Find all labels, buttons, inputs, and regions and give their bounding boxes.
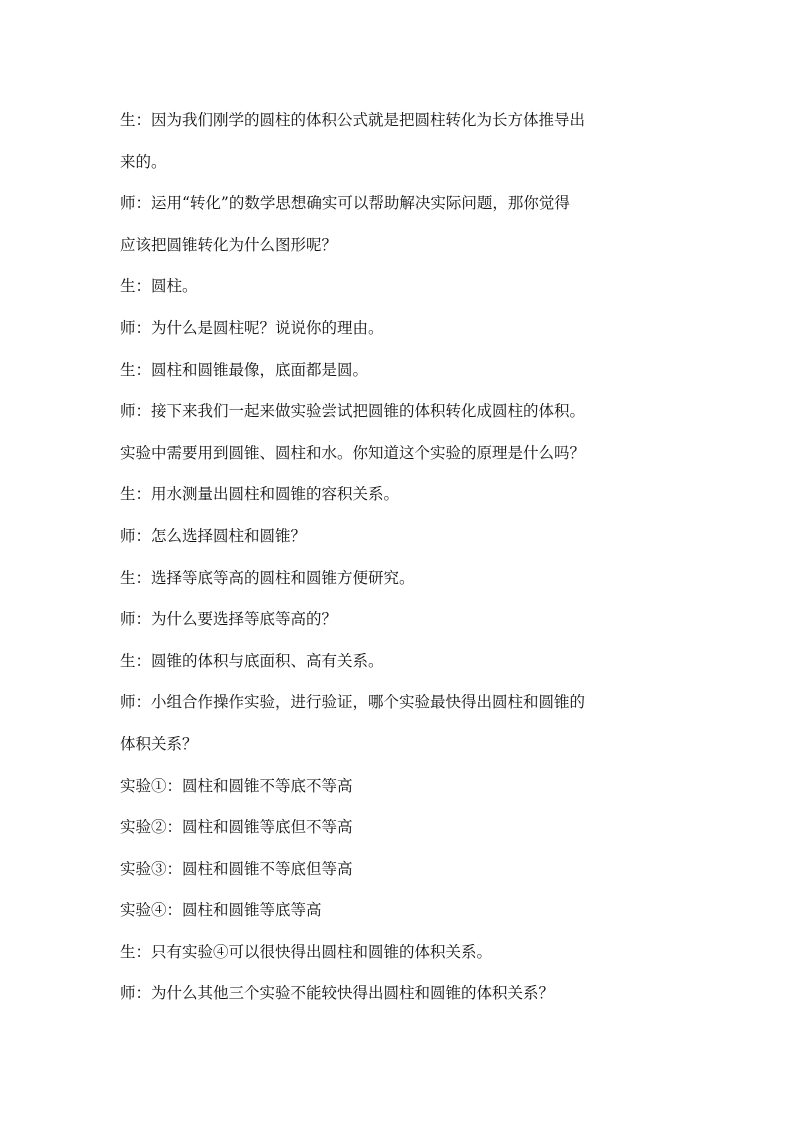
text-line: 实验④：圆柱和圆锥等底等高: [120, 901, 322, 920]
text-line: 实验②：圆柱和圆锥等底但不等高: [120, 818, 353, 837]
text-line: 生：因为我们刚学的圆柱的体积公式就是把圆柱转化为长方体推导出: [120, 111, 586, 129]
text-line: 师：为什么是圆柱呢？说说你的理由。: [120, 318, 384, 337]
text-line: 实验①：圆柱和圆锥不等底不等高: [120, 776, 353, 795]
text-line: 应该把圆锥转化为什么图形呢？: [120, 235, 338, 254]
text-line: 生：用水测量出圆柱和圆锥的容积关系。: [120, 485, 400, 504]
text-line: 生：选择等底等高的圆柱和圆锥方便研究。: [120, 568, 415, 587]
text-line: 实验③：圆柱和圆锥不等底但等高: [120, 859, 353, 878]
text-line: 生：只有实验④可以很快得出圆柱和圆锥的体积关系。: [120, 942, 493, 961]
text-line: 师：为什么要选择等底等高的？: [120, 610, 338, 629]
text-line: 师：怎么选择圆柱和圆锥？: [120, 526, 307, 545]
text-line: 师：运用“转化”的数学思想确实可以帮助解决实际问题，那你觉得: [120, 194, 570, 213]
text-line: 生：圆柱和圆锥最像，底面都是圆。: [120, 360, 369, 379]
document-body: [120, 100, 680, 1015]
text-line: 生：圆锥的体积与底面积、高有关系。: [120, 651, 384, 670]
text-line: 体积关系？: [120, 734, 198, 753]
text-line: 来的。: [120, 152, 167, 171]
text-line: 生：圆柱。: [120, 277, 198, 296]
text-line: 师：小组合作操作实验，进行验证，哪个实验最快得出圆柱和圆锥的: [120, 693, 586, 712]
text-line: 师：接下来我们一起来做实验尝试把圆锥的体积转化成圆柱的体积。: [120, 402, 586, 421]
text-line: 实验中需要用到圆锥、圆柱和水。你知道这个实验的原理是什么吗？: [120, 443, 586, 462]
text-line: 师：为什么其他三个实验不能较快得出圆柱和圆锥的体积关系？: [120, 984, 555, 1003]
